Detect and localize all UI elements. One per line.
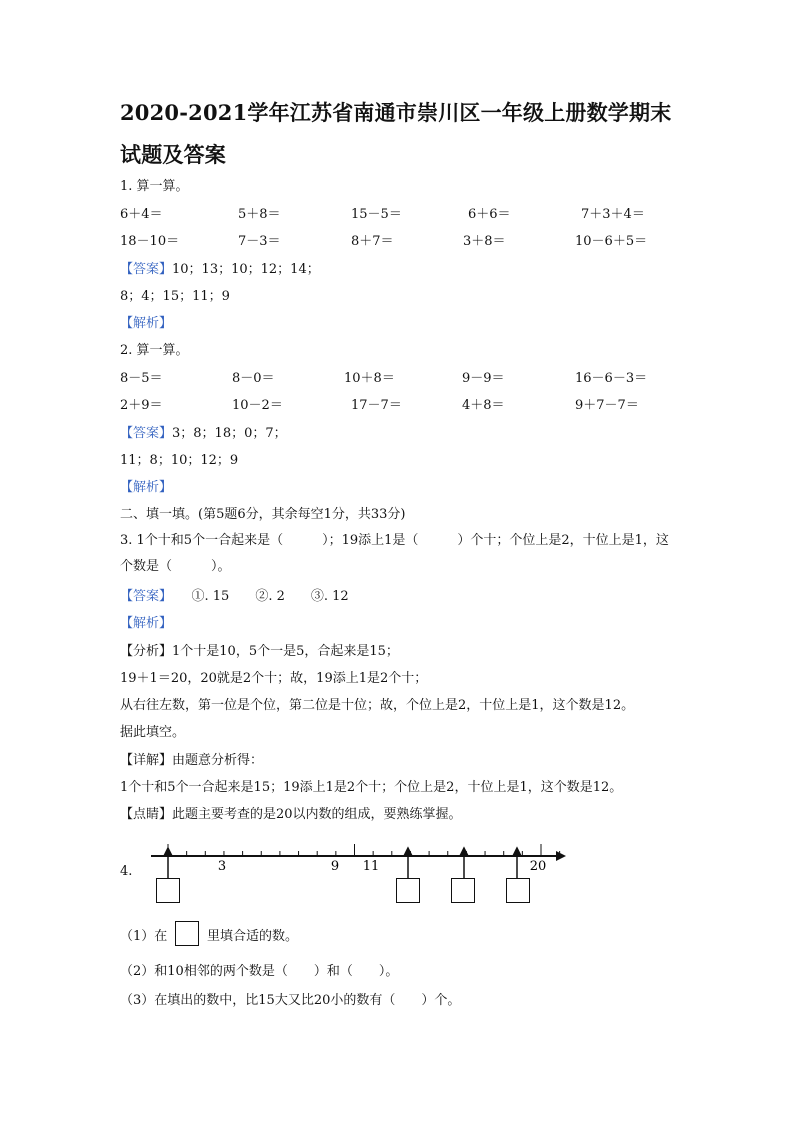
tick-label-3: 3	[217, 859, 227, 874]
q1-expr: 6＋4＝	[120, 207, 163, 222]
xiangjie-text: 由题意分析得：	[172, 753, 264, 768]
q1-expr: 7－3＝	[238, 234, 281, 249]
q2-expr: 10＋8＝	[344, 371, 395, 386]
answer-tag: 【答案】	[120, 589, 166, 604]
q3-fenxi-2: 19＋1＝20，20就是2个十；故，19添上1是2个十；	[120, 671, 428, 686]
q1-answer-line-1: 10；13；10；12；14；	[172, 262, 320, 277]
q2-answer-line-1: 3；8；18；0；7；	[172, 426, 287, 441]
q1-analysis-tag: 【解析】	[120, 316, 173, 331]
arrow-marker	[164, 848, 172, 878]
q2-answer-line-2: 11；8；10；12；9	[120, 453, 239, 468]
answer-box[interactable]	[156, 878, 180, 903]
q1-expr: 5＋8＝	[238, 207, 281, 222]
q2-expr: 17－7＝	[351, 398, 402, 413]
q3-fenxi-4: 据此填空。	[120, 725, 186, 740]
q1-expr: 6＋6＝	[468, 207, 511, 222]
dianjing-tag: 【点睛】	[120, 807, 173, 822]
arrow-marker	[404, 848, 412, 878]
q2-expr: 8－0＝	[232, 371, 275, 386]
q3-xiangjie	[120, 752, 263, 770]
q2-expr: 16－6－3＝	[575, 371, 648, 386]
q4-sub-1-prefix: （1）在	[120, 929, 168, 944]
q3-fenxi-1	[120, 643, 399, 661]
q1-label: 1. 算一算。	[120, 179, 189, 194]
answer-box[interactable]	[451, 878, 475, 903]
q2-expr: 9－9＝	[462, 371, 505, 386]
answer-tag: 【答案】	[120, 262, 173, 277]
q1-expr: 7＋3＋4＝	[581, 207, 645, 222]
q2-expr: 8－5＝	[120, 371, 163, 386]
q1-expr: 15－5＝	[351, 207, 402, 222]
section-heading: 二、填一填。(第5题6分，其余每空1分，共33分)	[120, 507, 406, 522]
q2-label: 2. 算一算。	[120, 343, 189, 358]
tick-label-11: 11	[362, 859, 380, 874]
inline-box-icon	[175, 921, 199, 946]
q3-analysis-tag: 【解析】	[120, 616, 173, 631]
tick-label-9: 9	[330, 859, 340, 874]
arrow-marker	[460, 848, 468, 878]
q3-answer	[120, 588, 349, 606]
fenxi-text: 1个十是10，5个一是5，合起来是15；	[172, 644, 399, 659]
q4-sub-2: （2）和10相邻的两个数是（ ）和（ ）。	[120, 964, 399, 979]
q4-sub-1	[120, 928, 167, 946]
q3-text: 3. 1个十和5个一合起来是（ ）；19添上1是（ ）个十；个位上是2，十位上是1，这个数是（ ）。	[120, 533, 669, 574]
answer-box[interactable]	[506, 878, 530, 903]
q2-analysis-tag: 【解析】	[120, 480, 173, 495]
q4-sub-3: （3）在填出的数中，比15大又比20小的数有（ ）个。	[120, 993, 461, 1008]
number-line-arrowhead	[556, 851, 566, 861]
q2-expr: 10－2＝	[232, 398, 283, 413]
q1-answer-line-2: 8；4；15；11；9	[120, 289, 230, 304]
q3-dianjing	[120, 806, 462, 824]
q4-label: 4.	[120, 864, 133, 879]
q3-xiangjie-2: 1个十和5个一合起来是15；19添上1是2个十；个位上是2，十位上是1，这个数是12。	[120, 780, 623, 795]
q2-answer	[120, 425, 287, 443]
tick-label-20: 20	[529, 859, 547, 874]
number-line-ticks	[168, 844, 560, 856]
q3-answer-text: ①. 15 ②. 2 ③. 12	[165, 589, 349, 604]
dianjing-text: 此题主要考查的是20以内数的组成，要熟练掌握。	[172, 807, 462, 822]
q1-expr: 3＋8＝	[463, 234, 506, 249]
answer-tag: 【答案】	[120, 426, 173, 441]
q1-expr: 18－10＝	[120, 234, 180, 249]
page-title: 2020-2021学年江苏省南通市崇川区一年级上册数学期末试题及答案	[120, 100, 672, 167]
q2-expr: 4＋8＝	[462, 398, 505, 413]
xiangjie-tag: 【详解】	[120, 753, 173, 768]
q2-expr: 2＋9＝	[120, 398, 163, 413]
q4-sub-1-suffix: 里填合适的数。	[207, 929, 299, 944]
q1-expr: 8＋7＝	[351, 234, 394, 249]
q1-expr: 10－6＋5＝	[575, 234, 648, 249]
answer-box[interactable]	[396, 878, 420, 903]
fenxi-tag: 【分析】	[120, 644, 173, 659]
q2-expr: 9＋7－7＝	[575, 398, 639, 413]
q3-fenxi-3: 从右往左数，第一位是个位，第二位是十位；故，个位上是2，十位上是1，这个数是12。	[120, 698, 635, 713]
arrow-marker	[513, 848, 521, 878]
q1-answer	[120, 261, 320, 279]
